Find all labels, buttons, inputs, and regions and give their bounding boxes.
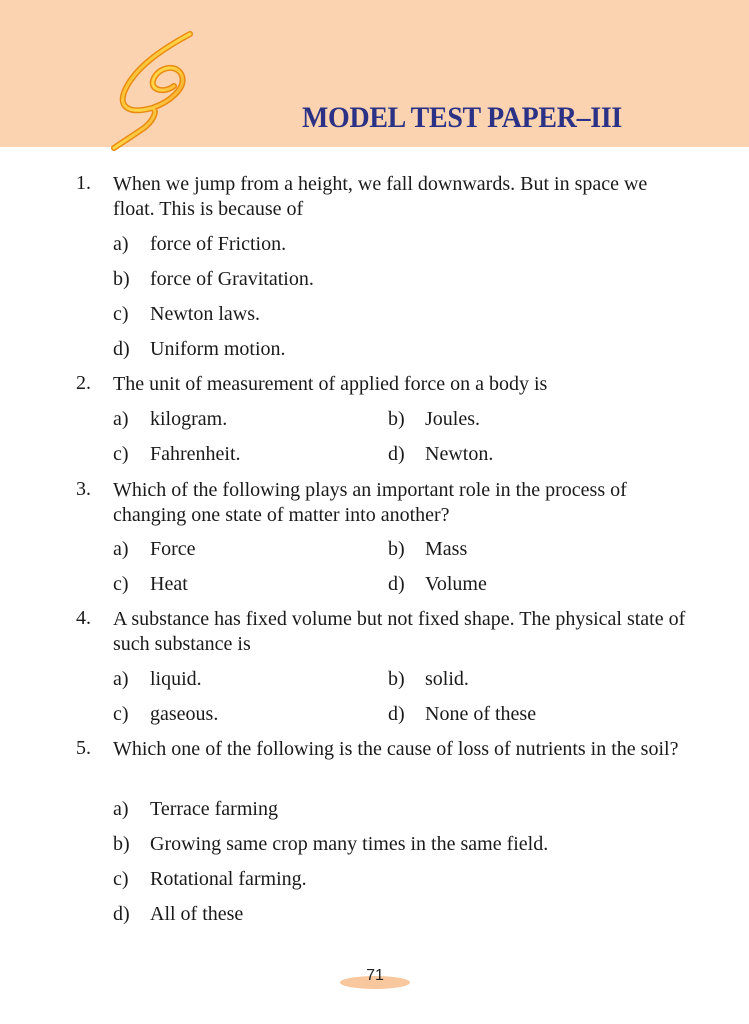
- page-number: 71: [366, 967, 384, 984]
- option-3b: b) Mass: [388, 538, 468, 560]
- question-text: A substance has fixed volume but not fixed shape. The physical state of such substance is: [113, 608, 686, 655]
- question-text: Which of the following plays an important role in the process of changing one state of matter into another?: [113, 479, 627, 526]
- question-number: 2.: [76, 372, 91, 394]
- option-5d: d) All of these: [113, 903, 244, 925]
- option-5a: a) Terrace farming: [113, 798, 278, 820]
- question-number: 3.: [76, 478, 91, 500]
- option-1d: d) Uniform motion.: [113, 338, 286, 360]
- option-2d: d) Newton.: [388, 443, 494, 465]
- option-5c: c) Rotational farming.: [113, 868, 307, 890]
- option-1a: a) force of Friction.: [113, 233, 287, 255]
- question-text: When we jump from a height, we fall downwards. But in space we float. This is because of: [113, 173, 648, 220]
- question-number: 5.: [76, 737, 91, 759]
- option-3d: d) Volume: [388, 573, 487, 595]
- option-2b: b) Joules.: [388, 408, 480, 430]
- option-3c: c) Heat: [113, 573, 188, 595]
- option-2a: a) kilogram.: [113, 408, 228, 430]
- option-1c: c) Newton laws.: [113, 303, 260, 325]
- page-title: MODEL TEST PAPER–III: [302, 101, 623, 134]
- question-text: Which one of the following is the cause of loss of nutrients in the soil?: [113, 738, 679, 760]
- swirl-logo-icon: [108, 28, 203, 153]
- option-4d: d) None of these: [388, 703, 537, 725]
- option-2c: c) Fahrenheit.: [113, 443, 241, 465]
- question-text: The unit of measurement of applied force on a body is: [113, 373, 548, 395]
- option-1b: b) force of Gravitation.: [113, 268, 314, 290]
- option-4c: c) gaseous.: [113, 703, 219, 725]
- option-5b: b) Growing same crop many times in the same field.: [113, 833, 549, 855]
- option-4b: b) solid.: [388, 668, 469, 690]
- question-number: 4.: [76, 607, 91, 629]
- page-number-badge: [340, 967, 410, 991]
- option-4a: a) liquid.: [113, 668, 202, 690]
- option-3a: a) Force: [113, 538, 196, 560]
- question-number: 1.: [76, 172, 91, 194]
